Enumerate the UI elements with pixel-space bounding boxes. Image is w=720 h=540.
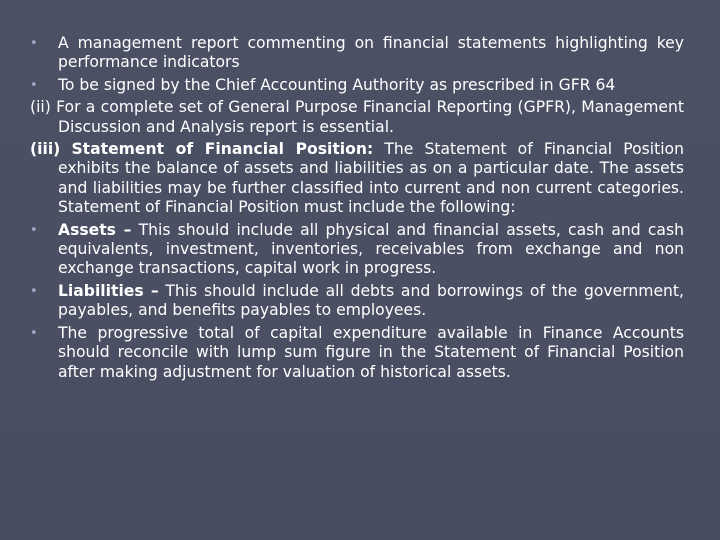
bullet-text: This should include all debts and borrowings of the government, payables, and benefits payables to employees. [58,281,684,320]
numbered-item [30,140,684,218]
bullet-icon: • [30,77,38,93]
item-heading: Statement of Financial Position: [71,140,374,159]
bullet-item [30,221,684,279]
bullet-text: To be signed by the Chief Accounting Authority as prescribed in GFR 64 [58,75,616,94]
slide-content [30,34,684,385]
bullet-icon: • [30,222,38,238]
bullet-icon: • [30,36,38,51]
item-text: The Statement of Financial Position exhibits the balance of assets and liabilities as on a particular date. The assets and liabilities may be further classified into current and non current categories. Statement of Financial Position must include the following: [58,140,684,217]
bullet-item [30,76,684,95]
numbered-item [30,98,684,137]
bullet-text: The progressive total of capital expenditure available in Finance Accounts should reconcile with lump sum figure in the Statement of Financial Position after making adjustment for valuation of historical assets. [58,323,684,381]
item-text: For a complete set of General Purpose Financial Reporting (GPFR), Management Discussion and Analysis report is essential. [56,98,684,136]
bullet-heading: Assets – [58,220,132,239]
bullet-item [30,34,684,73]
bullet-icon: • [30,325,38,341]
item-number: (ii) [30,98,51,117]
bullet-text: This should include all physical and financial assets, cash and cash equivalents, investment, inventories, receivables from exchange and non exchange transactions, capital work in progress. [58,220,684,278]
bullet-heading: Liabilities – [58,281,159,300]
bullet-item [30,282,684,321]
bullet-icon: • [30,283,38,299]
item-number: (iii) [30,140,61,159]
bullet-item [30,324,684,382]
bullet-text: A management report commenting on financial statements highlighting key performance indicators [58,34,684,72]
